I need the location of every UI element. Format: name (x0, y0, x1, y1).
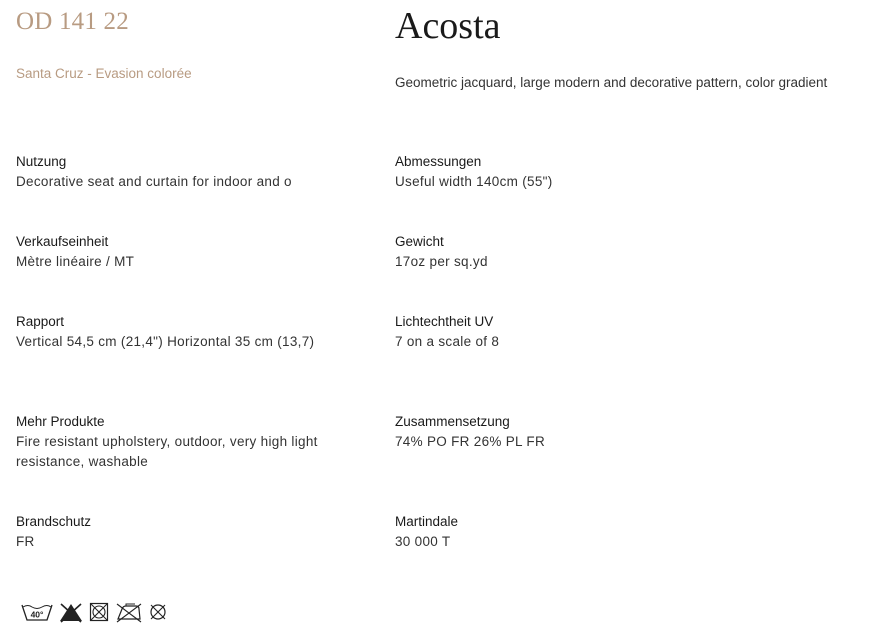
product-code: OD 141 22 (16, 8, 129, 35)
spec-dimensions (395, 152, 725, 192)
spec-value: 30 000 T (395, 534, 451, 549)
spec-usage (16, 152, 346, 192)
spec-label: Martindale (395, 514, 459, 529)
spec-value: 17oz per sq.yd (395, 254, 488, 269)
spec-composition (395, 412, 725, 452)
collection-name: Santa Cruz - Evasion colorée (16, 66, 192, 81)
spec-weight (395, 232, 725, 272)
svg-text:40°: 40° (30, 609, 44, 620)
spec-label: Nutzung (16, 154, 67, 169)
spec-label: Zusammensetzung (395, 414, 510, 429)
product-name: Acosta (395, 5, 501, 47)
spec-value: Vertical 54,5 cm (21,4") Horizontal 35 cm (13,7) (16, 334, 315, 349)
no-tumble-dry-icon (88, 601, 110, 623)
wash-40-icon (20, 601, 54, 623)
spec-value: Fire resistant upholstery, outdoor, very high light resistance, washable (16, 434, 318, 469)
spec-label: Gewicht (395, 234, 444, 249)
spec-label: Lichtechtheit UV (395, 314, 494, 329)
spec-martindale (395, 512, 725, 552)
product-description: Geometric jacquard, large modern and decorative pattern, color gradient (395, 75, 828, 90)
spec-value: Mètre linéaire / MT (16, 254, 135, 269)
spec-value: 74% PO FR 26% PL FR (395, 434, 546, 449)
spec-sales-unit (16, 232, 346, 272)
spec-value: Decorative seat and curtain for indoor and o (16, 174, 292, 189)
spec-label: Mehr Produkte (16, 414, 105, 429)
spec-label: Verkaufseinheit (16, 234, 109, 249)
care-instructions (20, 600, 168, 624)
no-dry-clean-icon (148, 601, 168, 623)
no-bleach-icon (58, 601, 84, 623)
spec-value: FR (16, 534, 35, 549)
spec-label: Abmessungen (395, 154, 482, 169)
spec-fire-protection (16, 512, 346, 552)
spec-label: Rapport (16, 314, 65, 329)
spec-label: Brandschutz (16, 514, 92, 529)
spec-value: 7 on a scale of 8 (395, 334, 500, 349)
spec-lightfastness (395, 312, 725, 352)
no-iron-icon (114, 601, 144, 623)
spec-value: Useful width 140cm (55") (395, 174, 553, 189)
spec-repeat (16, 312, 346, 352)
spec-more-products (16, 412, 346, 472)
